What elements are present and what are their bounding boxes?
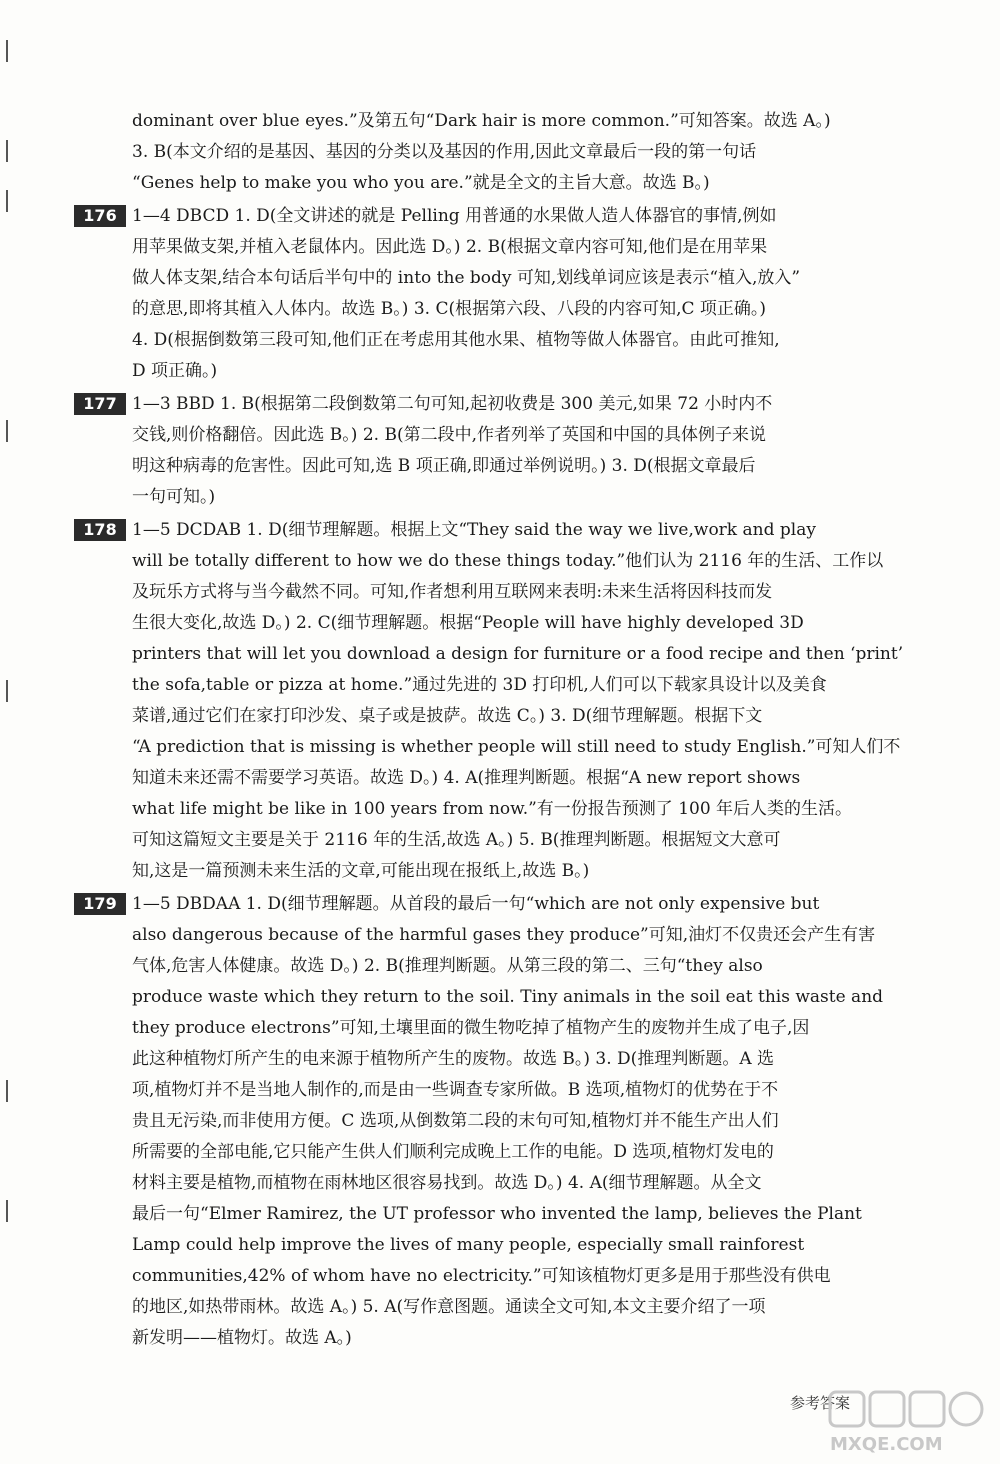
text-line: 3. B(本文介绍的是基因、基因的分类以及基因的作用,因此文章最后一段的第一句话	[132, 142, 757, 162]
text-line: also dangerous because of the harmful gases they produce”可知,油灯不仅贵还会产生有害	[132, 925, 876, 945]
binding-mark	[6, 1200, 8, 1222]
text-line: 项,植物灯并不是当地人制作的,而是由一些调查专家所做。B 选项,植物灯的优势在于不	[132, 1080, 779, 1100]
text-line: 交钱,则价格翻倍。因此选 B。) 2. B(第二段中,作者列举了英国和中国的具体例子来说	[132, 425, 766, 445]
continuation-block	[132, 106, 906, 199]
text-line: 知,这是一篇预测未来生活的文章,可能出现在报纸上,故选 B。)	[132, 861, 590, 881]
text-line: they produce electrons”可知,土壤里面的微生物吃掉了植物产生的废物并生成了电子,因	[132, 1018, 810, 1038]
text-line: will be totally different to how we do these things today.”他们认为 2116 年的生活、工作以	[132, 551, 884, 571]
binding-mark	[6, 1080, 8, 1102]
text-line: 菜谱,通过它们在家打印沙发、桌子或是披萨。故选 C。) 3. D(细节理解题。根据下文	[132, 706, 763, 726]
binding-mark	[6, 140, 8, 162]
text-line: 新发明——植物灯。故选 A。)	[132, 1328, 352, 1348]
text-line: 贵且无污染,而非使用方便。C 选项,从倒数第二段的末句可知,植物灯并不能生产出人们	[132, 1111, 779, 1131]
question-number-badge: 179	[74, 893, 126, 915]
text-line: 1—5 DBDAA 1. D(细节理解题。从首段的最后一句“which are not only expensive but	[132, 894, 820, 914]
text-line: 1—3 BBD 1. B(根据第二段倒数第二句可知,起初收费是 300 美元,如果 72 小时内不	[132, 394, 773, 414]
text-line: 气体,危害人体健康。故选 D。) 2. B(推理判断题。从第三段的第二、三句“they also	[132, 956, 763, 976]
answer-block-178	[83, 515, 906, 887]
text-line: 做人体支架,结合本句话后半句中的 into the body 可知,划线单词应该是表示“植入,放入”	[132, 268, 801, 288]
text-line: what life might be like in 100 years from now.”有一份报告预测了 100 年后人类的生活。	[132, 799, 853, 819]
answer-content	[83, 104, 906, 1354]
question-number-badge: 176	[74, 205, 126, 227]
text-line: 4. D(根据倒数第三段可知,他们正在考虑用其他水果、植物等做人体器官。由此可推知,	[132, 330, 780, 350]
text-line: 明这种病毒的危害性。因此可知,选 B 项正确,即通过举例说明。) 3. D(根据文章最后	[132, 456, 756, 476]
watermark-logo	[826, 1388, 986, 1458]
binding-mark	[6, 420, 8, 442]
text-line: 可知这篇短文主要是关于 2116 年的生活,故选 A。) 5. B(推理判断题。根据短文大意可	[132, 830, 781, 850]
text-line: 1—5 DCDAB 1. D(细节理解题。根据上文“They said the way we live,work and play	[132, 520, 816, 540]
text-line: 材料主要是植物,而植物在雨林地区很容易找到。故选 D。) 4. A(细节理解题。从全文	[132, 1173, 762, 1193]
text-line: 的地区,如热带雨林。故选 A。) 5. A(写作意图题。通读全文可知,本文主要介绍了一项	[132, 1297, 766, 1317]
text-line: printers that will let you download a design for furniture or a food recipe and then ‘print’	[132, 644, 904, 664]
answer-block-179	[83, 889, 906, 1354]
text-line: 生很大变化,故选 D。) 2. C(细节理解题。根据“People will have highly developed 3D	[132, 613, 804, 633]
text-line: D 项正确。)	[132, 361, 218, 381]
text-line: dominant over blue eyes.”及第五句“Dark hair is more common.”可知答案。故选 A。)	[132, 111, 831, 131]
answer-block-177	[83, 389, 906, 513]
text-line: 1—4 DBCD 1. D(全文讲述的就是 Pelling 用普通的水果做人造人体器官的事情,例如	[132, 206, 777, 226]
text-line: “Genes help to make you who you are.”就是全文的主旨大意。故选 B。)	[132, 173, 710, 193]
page-footer	[790, 1388, 990, 1458]
binding-marks	[4, 0, 10, 1464]
answer-block-176	[83, 201, 906, 387]
text-line: 所需要的全部电能,它只能产生供人们顺利完成晚上工作的电能。D 选项,植物灯发电的	[132, 1142, 774, 1162]
text-line: 及玩乐方式将与当今截然不同。可知,作者想利用互联网来表明:未来生活将因科技而发	[132, 582, 773, 602]
text-line: 用苹果做支架,并植入老鼠体内。因此选 D。) 2. B(根据文章内容可知,他们是在用苹果	[132, 237, 768, 257]
text-line: 一句可知。)	[132, 487, 216, 507]
text-line: 此这种植物灯所产生的电来源于植物所产生的废物。故选 B。) 3. D(推理判断题。A 选	[132, 1049, 774, 1069]
text-line: Lamp could help improve the lives of many people, especially small rainforest	[132, 1235, 805, 1255]
binding-mark	[6, 190, 8, 212]
question-number-badge: 177	[74, 393, 126, 415]
binding-mark	[6, 680, 8, 702]
footer-label: 参考答案	[790, 1394, 851, 1412]
text-line: communities,42% of whom have no electricity.”可知该植物灯更多是用于那些没有供电	[132, 1266, 831, 1286]
text-line: 知道未来还需不需要学习英语。故选 D。) 4. A(推理判断题。根据“A new report shows	[132, 768, 801, 788]
text-line: 的意思,即将其植入人体内。故选 B。) 3. C(根据第六段、八段的内容可知,C 项正确。)	[132, 299, 767, 319]
text-line: “A prediction that is missing is whether people will still need to study English.”可知人们不	[132, 737, 901, 757]
question-number-badge: 178	[74, 519, 126, 541]
text-line: 最后一句“Elmer Ramirez, the UT professor who invented the lamp, believes the Plant	[132, 1204, 862, 1224]
watermark-url: MXQE.COM	[830, 1434, 943, 1455]
text-line: the sofa,table or pizza at home.”通过先进的 3D 打印机,人们可以下载家具设计以及美食	[132, 675, 827, 695]
binding-mark	[6, 40, 8, 62]
text-line: produce waste which they return to the soil. Tiny animals in the soil eat this waste and	[132, 987, 884, 1007]
